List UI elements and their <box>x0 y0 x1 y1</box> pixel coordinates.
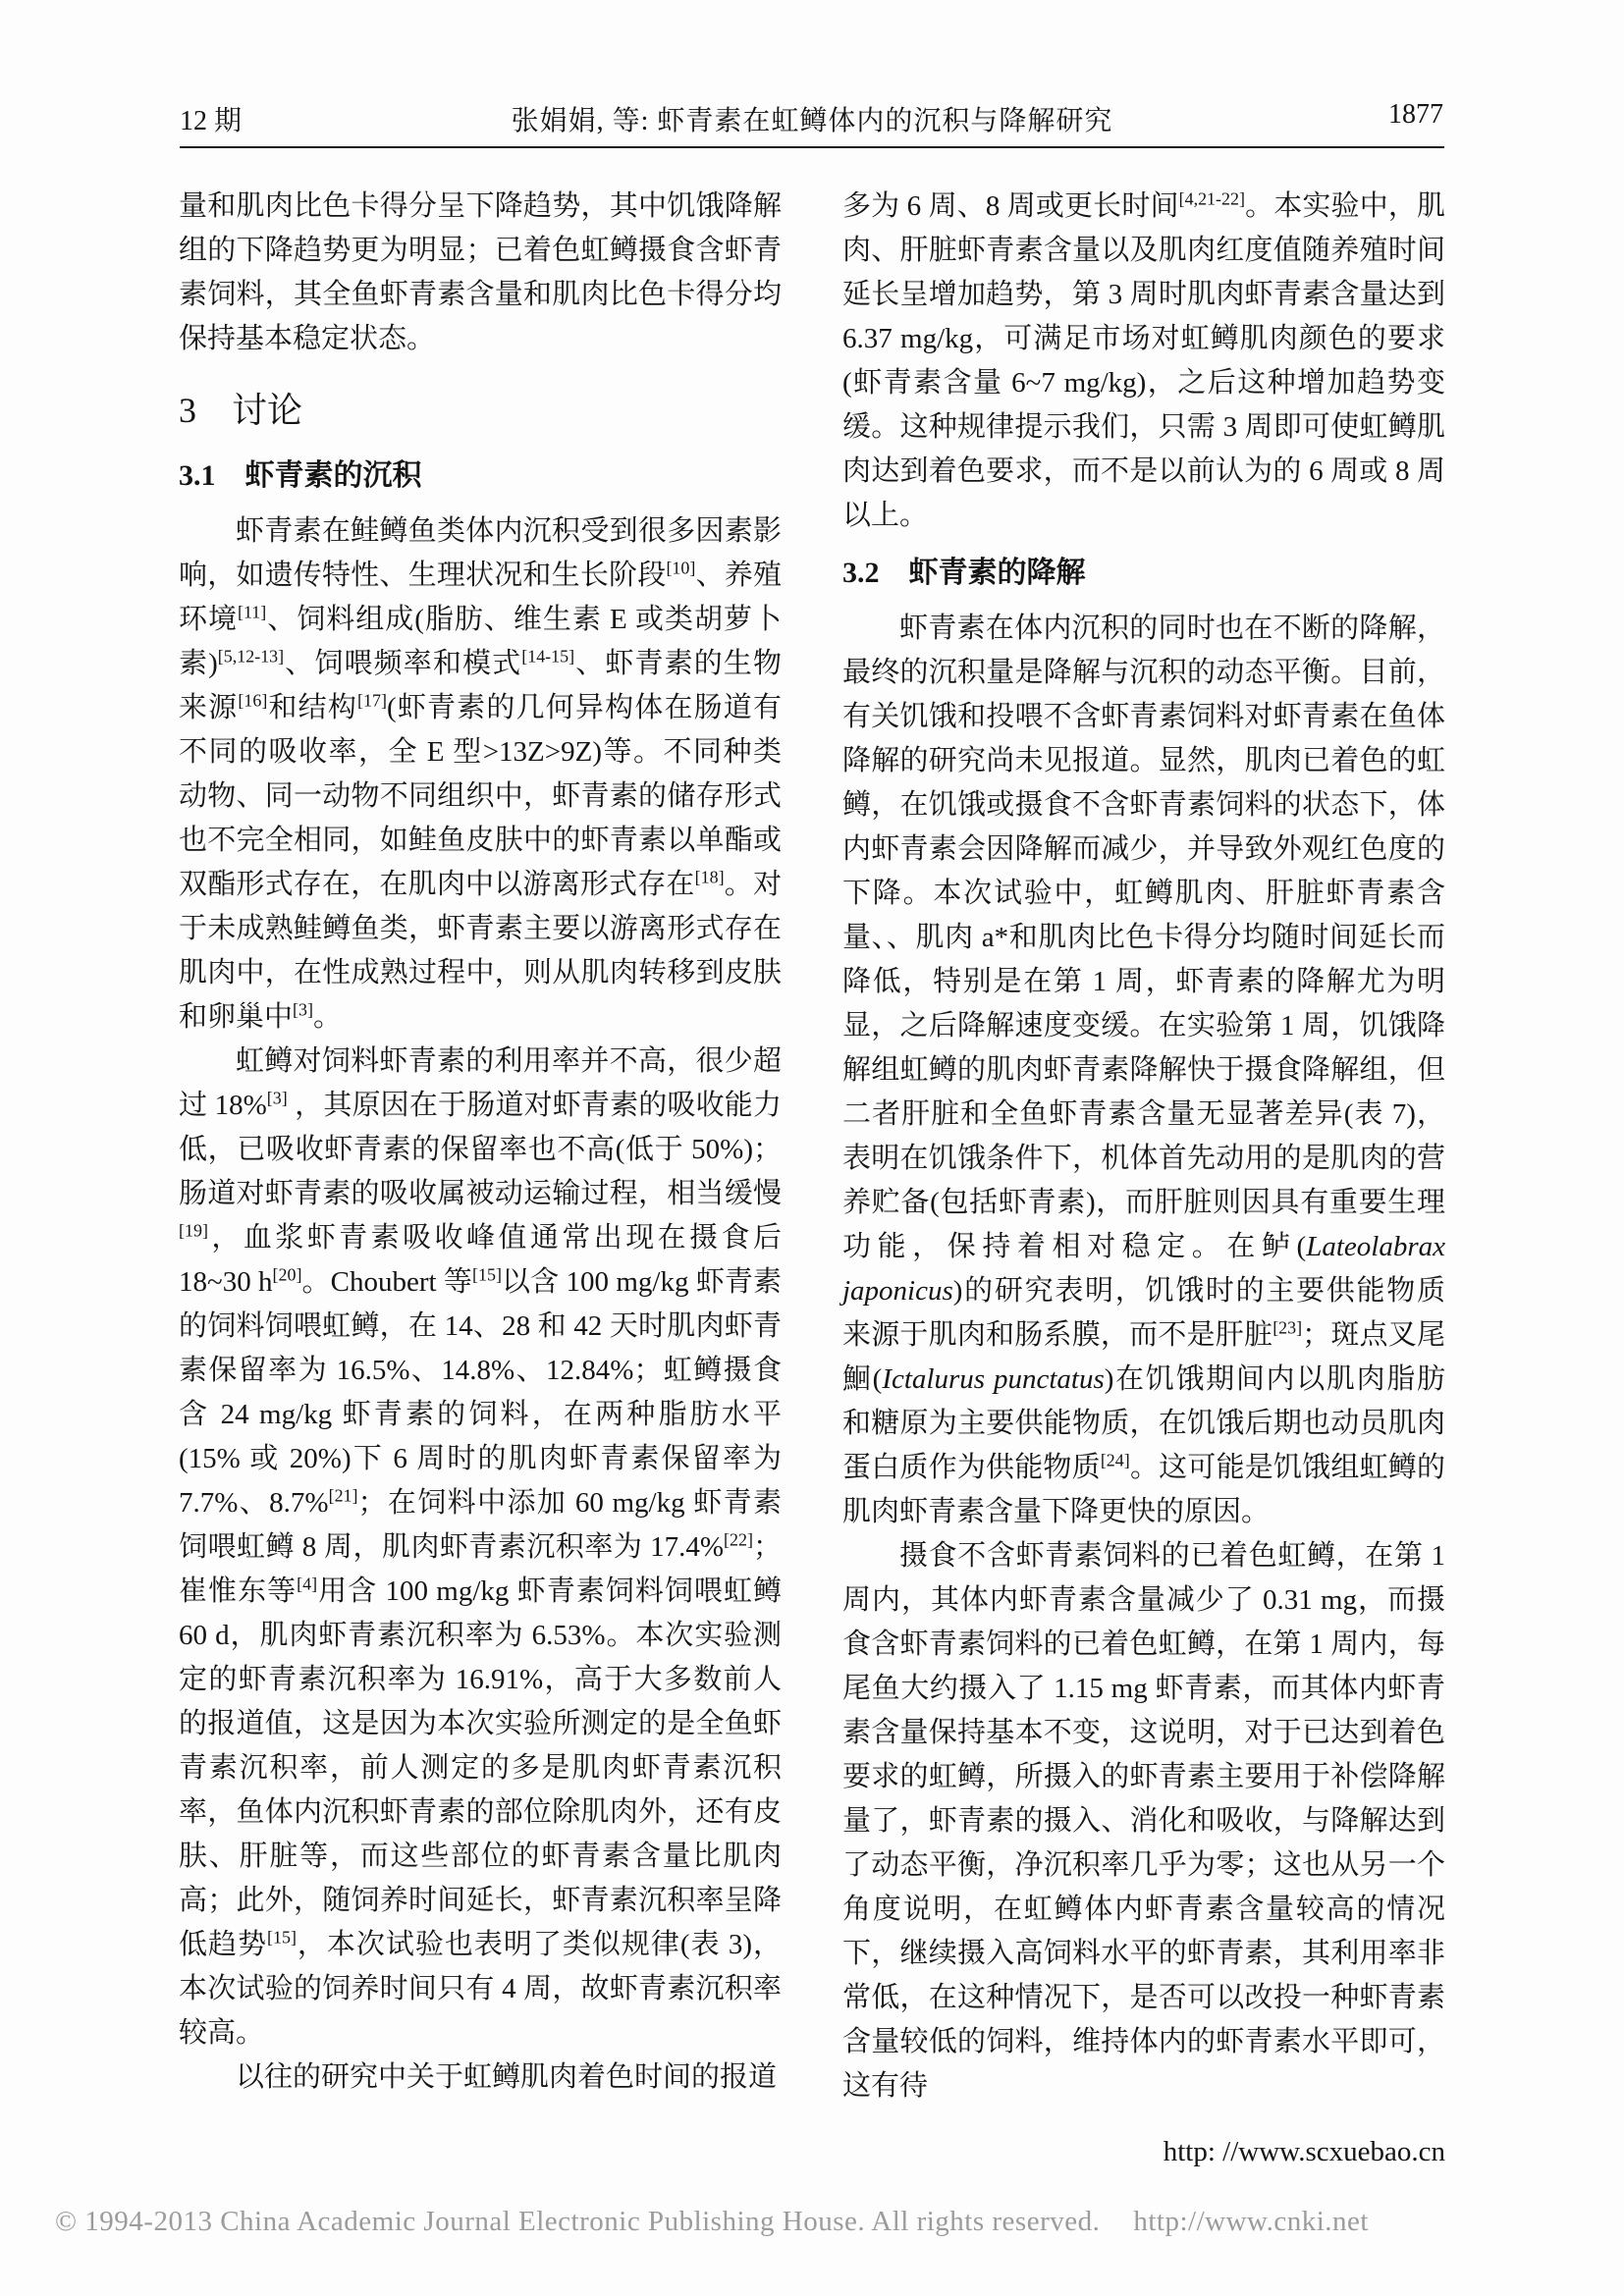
citation-ref: [4,21-22] <box>1178 188 1245 209</box>
citation-ref: [3] <box>266 1088 288 1108</box>
text-segment: 和结构 <box>267 692 358 723</box>
text-segment: 。 <box>312 1001 342 1033</box>
header-rule <box>180 146 1444 148</box>
text-segment: 、虾青素的生物来源 <box>179 648 782 723</box>
footer-url: http://www.cnki.net <box>1133 2206 1369 2237</box>
section-heading <box>179 388 782 433</box>
text-segment: 以含 100 mg/kg 虾青素的饲料饲喂虹鳟，在 14、28 和 42 天时肌肉虾青素保留率为 16.5%、14.8%、12.84%；虹鳟摄食含 24 mg/kg 虾青素的饲料，在两种脂肪水平(15% 或 20%)下 6 周时的肌肉虾青素保留率为 7.7%、8.7% <box>179 1266 782 1519</box>
citation-ref: [5,12-13] <box>217 646 285 667</box>
text-segment: 3.1 虾青素的沉积 <box>179 459 422 492</box>
footer-copyright: © 1994-2013 China Academic Journal Electronic Publishing House. All rights reserved. <box>55 2206 1101 2237</box>
citation-ref: [20] <box>272 1264 302 1285</box>
text-segment: ，本次试验也表明了类似规律(表 3)，本次试验的饲养时间只有 4 周，故虾青素沉积率较高。 <box>179 1929 782 2049</box>
text-segment: 。Choubert 等 <box>301 1266 472 1298</box>
text-segment: 多为 6 周、8 周或更长时间 <box>842 190 1179 222</box>
paragraph <box>179 1040 782 2056</box>
paragraph <box>179 509 782 1040</box>
text-segment: 。这可能是饥饿组虹鳟的肌肉虾青素含量下降更快的原因。 <box>842 1452 1445 1527</box>
text-segment: 。对于未成熟鲑鳟鱼类，虾青素主要以游离形式存在肌肉中，在性成熟过程中，则从肌肉转移到皮肤和卵巢中 <box>179 869 782 1033</box>
text-segment: ；斑点叉尾鮰( <box>842 1319 1445 1395</box>
text-segment: (虾青素的几何异构体在肠道有不同的吸收率，全 E 型>13Z>9Z)等。不同种类动物、同一动物不同组织中，虾青素的储存形式也不完全相同，如鲑鱼皮肤中的虾青素以单酯或双酯形式存在，在肌肉中以游离形式存在 <box>179 692 782 900</box>
citation-ref: [24] <box>1100 1450 1130 1470</box>
subsection-heading <box>842 551 1445 596</box>
citation-ref: [22] <box>724 1529 753 1550</box>
text-segment: ，血浆虾青素吸收峰值通常出现在摄食后 18~30 h <box>179 1222 782 1298</box>
text-segment: 量和肌肉比色卡得分呈下降趋势，其中饥饿降解组的下降趋势更为明显；已着色虹鳟摄食含虾青素饲料，其全鱼虾青素含量和肌肉比色卡得分均保持基本稳定状态。 <box>179 190 782 354</box>
species-latin-name: Lateolabrax japonicus <box>842 1231 1445 1307</box>
text-segment: 用含 100 mg/kg 虾青素饲料饲喂虹鳟 60 d，肌肉虾青素沉积率为 6.53%。本次实验测定的虾青素沉积率为 16.91%，高于大多数前人的报道值，这是因为本次实验所测定的是全鱼虾青素沉积率，前人测定的多是肌肉虾青素沉积率，鱼体内沉积虾青素的部位除肌肉外，还有皮肤、肝脏等，而这些部位的虾青素含量比肌肉高；此外，随饲养时间延长，虾青素沉积率呈降低趋势 <box>179 1575 782 1960</box>
paragraph <box>842 1534 1445 2109</box>
text-segment: 、饲喂频率和模式 <box>284 648 522 679</box>
text-segment: 。本实验中，肌肉、肝脏虾青素含量以及肌肉红度值随养殖时间延长呈增加趋势，第 3 周时肌肉虾青素含量达到 6.37 mg/kg，可满足市场对虹鳟肌肉颜色的要求(虾青素含量 6~7 mg/kg)，之后这种增加趋势变缓。这种规律提示我们，只需 3 周即可使虹鳟肌肉达到着色要求，而不是以前认为的 6 周或 8 周以上。 <box>842 190 1445 531</box>
species-latin-name: Ictalurus punctatus <box>882 1363 1105 1395</box>
subsection-heading <box>179 454 782 499</box>
header-page-number: 1877 <box>1388 99 1443 130</box>
citation-ref: [15] <box>472 1264 502 1285</box>
text-segment: http: //www.scxuebao.cn <box>1163 2136 1445 2167</box>
paragraph <box>179 185 782 361</box>
header-issue-label: 12 期 <box>180 106 243 136</box>
citation-ref: [18] <box>694 867 725 887</box>
citation-ref: [16] <box>238 690 268 711</box>
citation-ref: [10] <box>666 558 696 578</box>
text-segment: 、饲料组成(脂肪、维生素 E 或类胡萝卜素) <box>179 604 782 679</box>
citation-ref: [11] <box>237 602 267 622</box>
text-segment: ，其原因在于肠道对虾青素的吸收能力低，已吸收虾青素的保留率也不高(低于 50%)；肠道对虾青素的吸收属被动运输过程，相当缓慢 <box>179 1090 782 1209</box>
text-segment: )的研究表明，饥饿时的主要供能物质来源于肌肉和肠系膜，而不是肝脏 <box>842 1275 1445 1351</box>
footer <box>55 2206 1369 2238</box>
paragraph <box>842 185 1445 538</box>
right-text-column <box>842 185 1445 2174</box>
citation-ref: [17] <box>357 690 387 711</box>
citation-ref: [23] <box>1272 1317 1303 1338</box>
header-running-title: 张娟娟, 等: 虾青素在虹鳟体内的沉积与降解研究 <box>511 106 1113 136</box>
text-segment: 虾青素在鲑鳟鱼类体内沉积受到很多因素影响，如遗传特性、生理状况和生长阶段 <box>179 515 782 591</box>
text-segment: 以往的研究中关于虹鳟肌肉着色时间的报道 <box>236 2061 778 2093</box>
citation-ref: [3] <box>293 999 313 1020</box>
text-segment: 3 讨论 <box>179 391 303 430</box>
text-segment: ；崔惟东等 <box>179 1531 782 1607</box>
text-segment: 3.2 虾青素的降解 <box>842 557 1086 589</box>
paragraph <box>179 2056 782 2100</box>
paragraph <box>842 607 1445 1534</box>
text-segment: )在饥饿期间内以肌肉脂肪和糖原为主要供能物质，在饥饿后期也动员肌肉蛋白质作为供能物质 <box>842 1363 1445 1483</box>
citation-ref: [4] <box>297 1574 318 1594</box>
text-segment: 虹鳟对饲料虾青素的利用率并不高，很少超过 18% <box>179 1045 782 1121</box>
left-text-column <box>179 185 782 2100</box>
text-segment: ；在饲料中添加 60 mg/kg 虾青素饲喂虹鳟 8 周，肌肉虾青素沉积率为 17.4% <box>179 1487 782 1563</box>
citation-ref: [15] <box>267 1927 297 1948</box>
citation-ref: [14-15] <box>521 646 575 667</box>
text-segment: 摄食不含虾青素饲料的已着色虹鳟，在第 1 周内，其体内虾青素含量减少了 0.31 mg，而摄食含虾青素饲料的已着色虹鳟，在第 1 周内，每尾鱼大约摄入了 1.15 mg 虾青素，而其体内虾青素含量保持基本不变，这说明，对于已达到着色要求的虹鳟，所摄入的虾青素主要用于补偿降解量了，虾青素的摄入、消化和吸收，与降解达到了动态平衡，净沉积率几乎为零；这也从另一个角度说明，在虹鳟体内虾青素含量较高的情况下，继续摄入高饲料水平的虾青素，其利用率非常低，在这种情况下，是否可以改投一种虾青素含量较低的饲料，维持体内的虾青素水平即可，这有待 <box>842 1540 1445 2102</box>
text-segment: 、养殖环境 <box>179 560 782 635</box>
text-segment: 虾青素在体内沉积的同时也在不断的降解，最终的沉积量是降解与沉积的动态平衡。目前，有关饥饿和投喂不含虾青素饲料对虾青素在鱼体降解的研究尚未见报道。显然，肌肉已着色的虹鳟，在饥饿或摄食不含虾青素饲料的状态下，体内虾青素会因降解而减少，并导致外观红色度的下降。本次试验中，虹鳟肌肉、肝脏虾青素含量、、肌肉 a*和肌肉比色卡得分均随时间延长而降低，特别是在第 1 周，虾青素的降解尤为明显，之后降解速度变缓。在实验第 1 周，饥饿降解组虹鳟的肌肉虾青素降解快于摄食降解组，但二者肝脏和全鱼虾青素含量无显著差异(表 7)，表明在饥饿条件下，机体首先动用的是肌肉的营养贮备(包括虾青素)，而肝脏则因具有重要生理功能，保持着相对稳定。在鲈( <box>842 613 1445 1262</box>
journal-url <box>842 2130 1445 2174</box>
citation-ref: [19] <box>179 1220 208 1241</box>
citation-ref: [21] <box>328 1485 358 1506</box>
